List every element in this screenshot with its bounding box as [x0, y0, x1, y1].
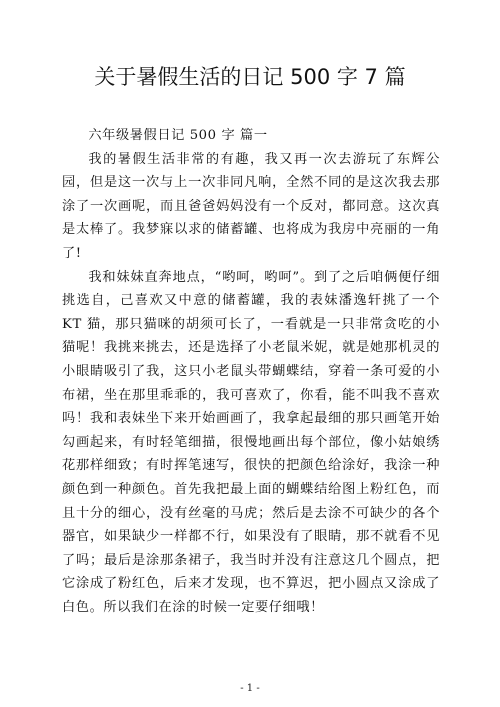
- document-body: [62, 124, 440, 619]
- document-title: 关于暑假生活的日记 500 字 7 篇: [94, 65, 406, 89]
- section-heading: 六年级暑假日记 500 字 篇一: [88, 128, 268, 143]
- page-number: - 1 -: [240, 683, 260, 694]
- paragraph-2: 我和妹妹直奔地点，“哟呵，哟呵”。到了之后咱俩便仔细挑选自，己喜欢又中意的储蓄罐，我的表妹潘逸轩挑了一个 KT 猫，那只猫咪的胡须可长了，一看就是一只非常贪吃的小猫呢！我挑来挑去，还是选择了小老鼠米妮，就是她那机灵的小眼睛吸引了我，这只小老鼠头带蝴蝶结，穿着一条可爱的小布裙，坐在那里乖乖的，我可喜欢了，你看，能不叫我不喜欢吗！我和表妹坐下来开始画画了，我拿起最细的那只画笔开始勾画起来，有时轻笔细描，很慢地画出每个部位，像小姑娘绣花那样细致；有时挥笔速写，很快的把颜色给涂好，我涂一种颜色到一种颜色。首先我把最上面的蝴蝶结给图上粉红色，而且十分的细心，没有丝毫的马虎；然后是去涂不可缺少的各个器官，如果缺少一样都不行，如果没有了眼睛，那不就看不见了吗；最后是涂那条裙子，我当时并没有注意这几个圆点，把它涂成了粉红色，后来才发现，也不算迟，把小圆点又涂成了白色。所以我们在涂的时候一定要仔细哦！: [62, 269, 440, 615]
- paragraph-1: 我的暑假生活非常的有趣，我又再一次去游玩了东辉公园，但是这一次与上一次非同凡响，全然不同的是这次我去那涂了一次画呢，而且爸爸妈妈没有一个反对，都同意。这次真是太棒了。我梦寐以求的储蓄罐、也将成为我房中亮丽的一角了!: [62, 151, 440, 261]
